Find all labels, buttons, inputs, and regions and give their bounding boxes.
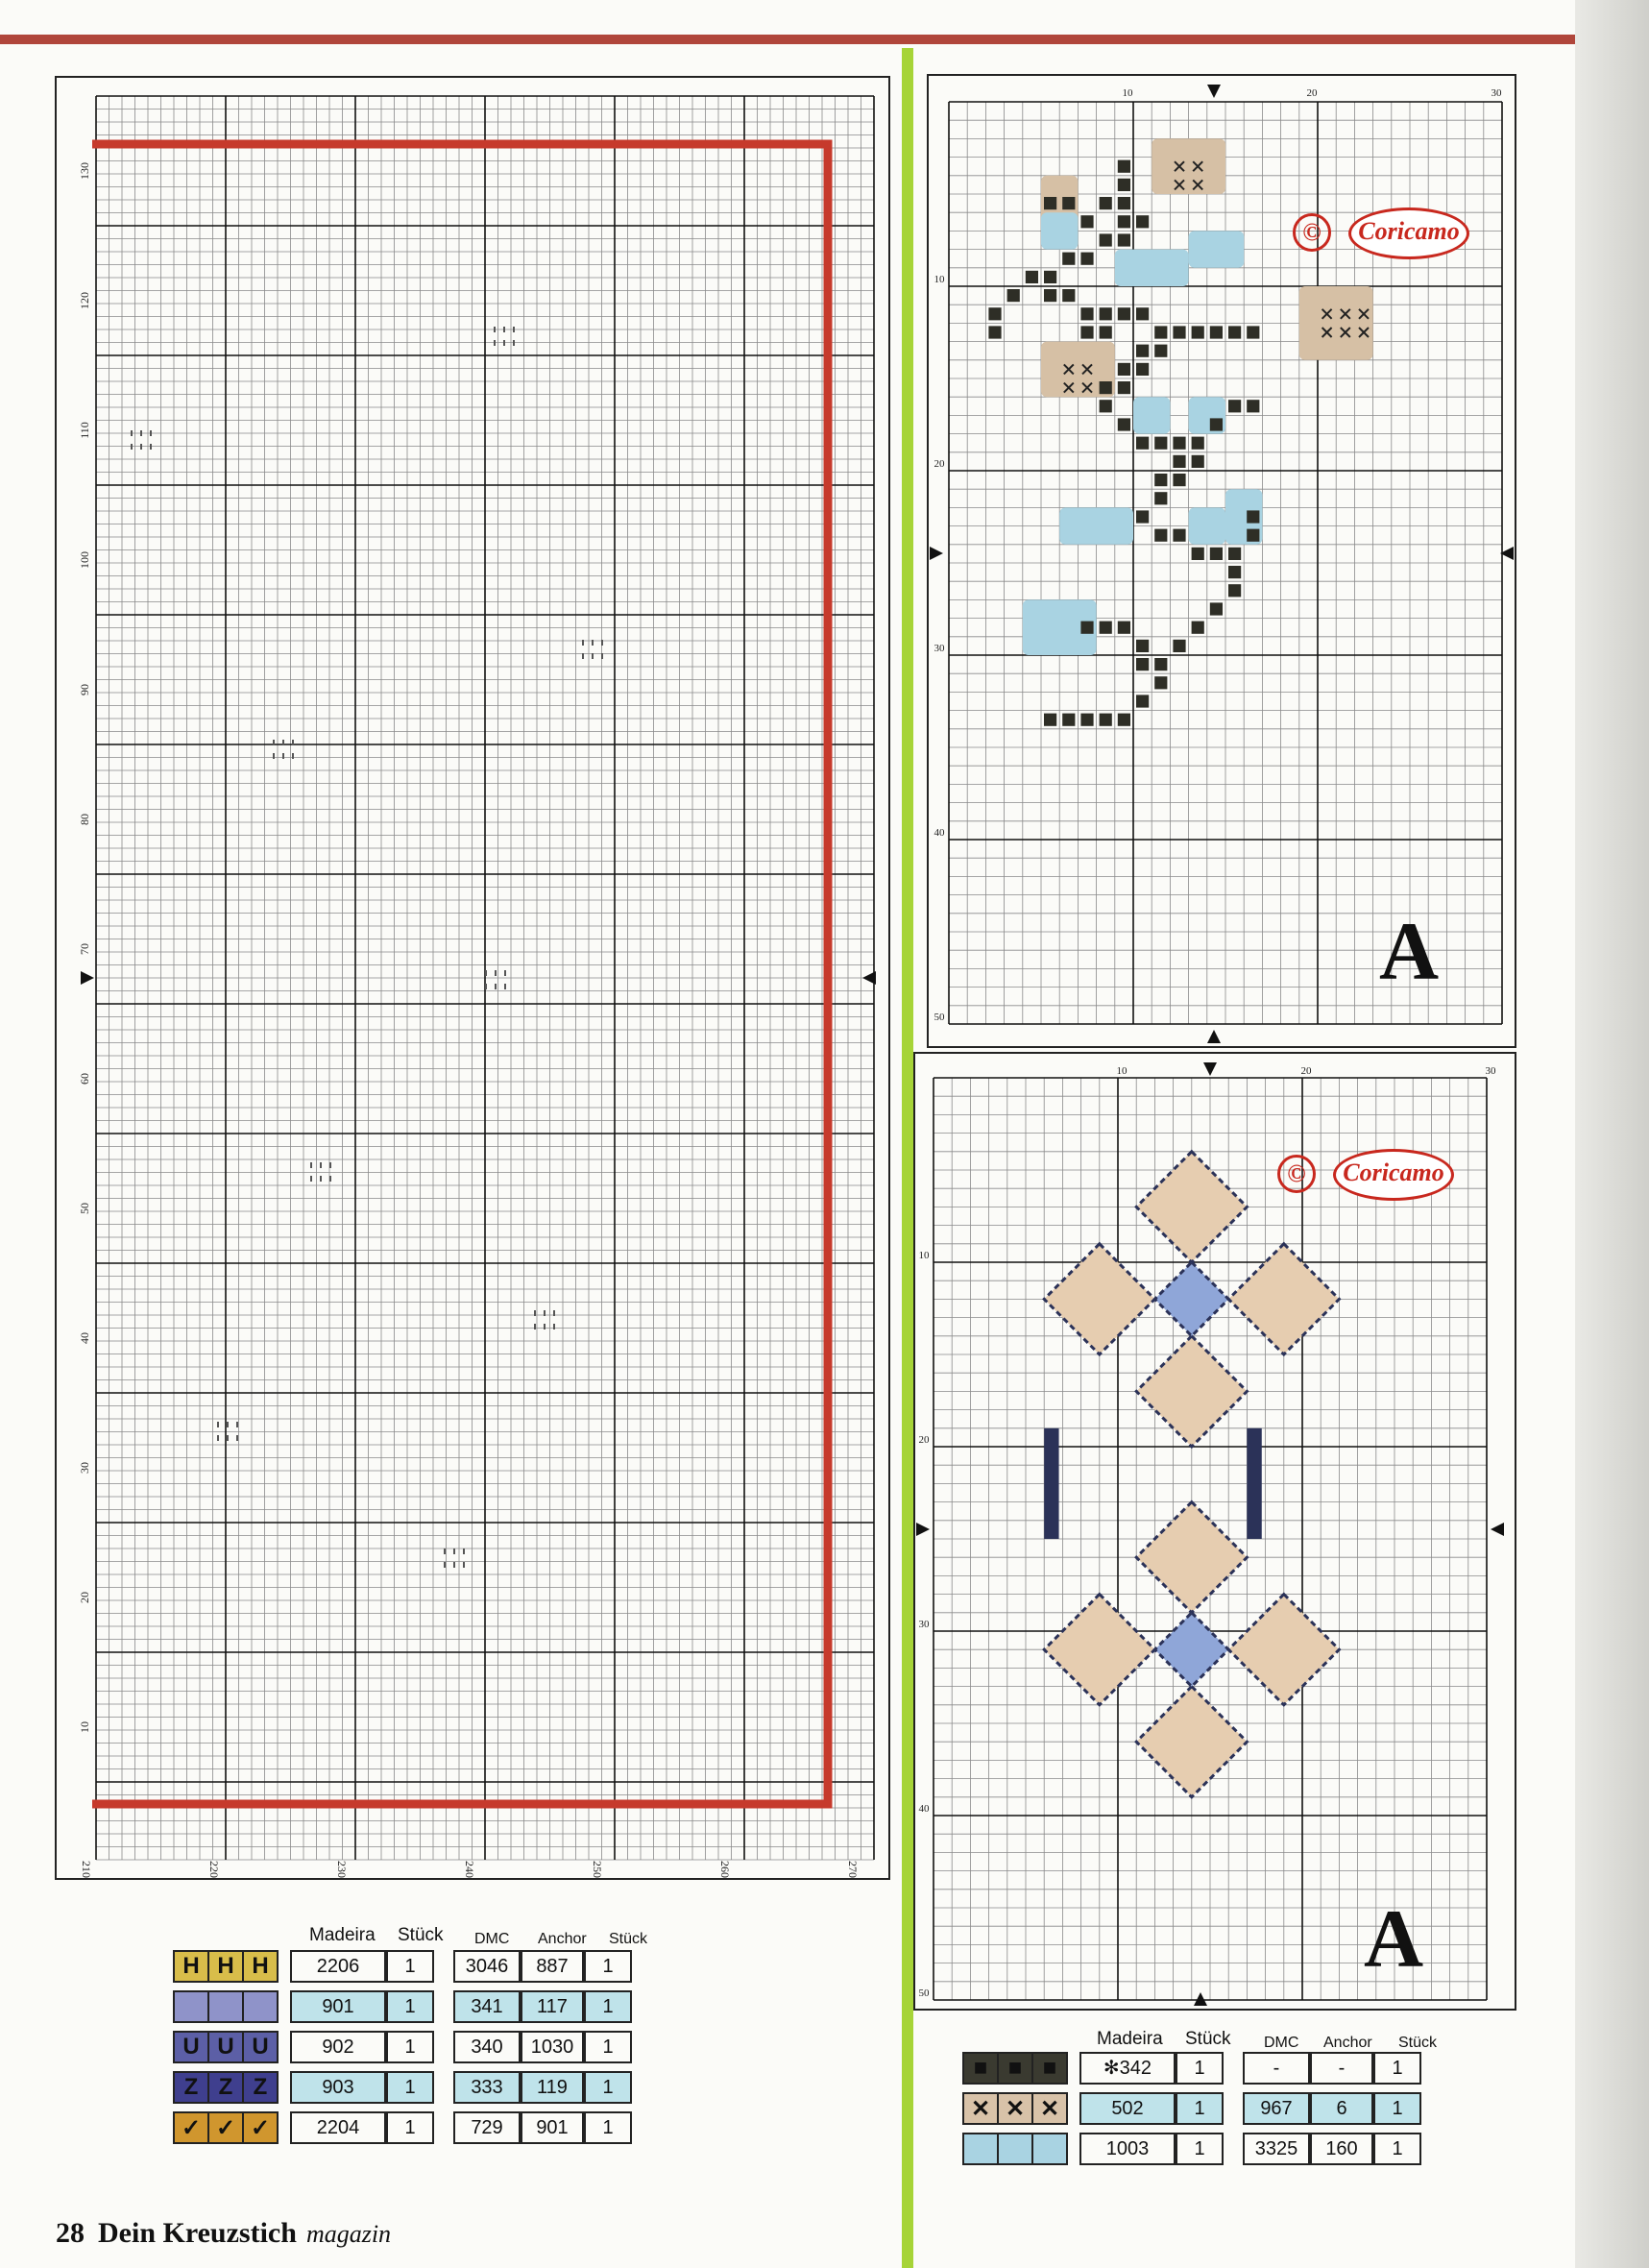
row-number-label: 130 [78,162,91,180]
key-cell-anchor: 887 [521,1950,584,1983]
stem-stitch [988,326,1001,338]
column-number-label: 30 [1491,87,1502,99]
key-cell-anchor: 117 [521,1990,584,2023]
key-header-stueck-2: Stück [609,1931,648,1947]
key-header-madeira: Madeira [309,1925,376,1945]
stem-stitch [1247,510,1259,523]
stem-stitch [1080,714,1093,726]
motif-diamond [1136,1502,1247,1613]
key-symbol-swatch [173,2111,279,2144]
faint-stitch-mark [453,1562,455,1568]
center-marker-arrow [862,971,876,985]
motif-diamond [1136,1687,1247,1797]
faint-stitch-mark [150,430,152,436]
stem-stitch [1173,326,1185,338]
key-cell-dmc: 340 [453,2031,521,2063]
stem-stitch [1228,326,1241,338]
key-cell-madeira: ✻342 [1079,2052,1176,2085]
column-number-label: 250 [591,1861,604,1878]
row-number-label: 20 [78,1592,91,1603]
center-marker-arrow [1491,1523,1504,1536]
stem-stitch [1044,289,1056,302]
key-header-stueck-2: Stück [1398,2035,1438,2051]
column-number-label: 240 [463,1861,476,1878]
logo-brand-text: Coricamo [1333,1149,1454,1201]
stem-stitch [1247,326,1259,338]
faint-stitch-mark [494,340,496,346]
faint-stitch-mark [236,1435,238,1441]
row-number-label: 70 [78,943,91,955]
faint-stitch-mark [320,1176,322,1182]
faint-stitch-mark [273,753,275,759]
center-marker-arrow [1207,85,1221,98]
key-symbol: ✕ [964,2094,999,2123]
row-number-label: 40 [918,1803,930,1815]
faint-stitch-mark [329,1162,331,1168]
stem-stitch [1192,622,1204,634]
key-symbol: ✕ [999,2094,1033,2123]
key-cell-stueck: 1 [386,1950,434,1983]
stem-stitch [1192,437,1204,450]
faint-stitch-mark [217,1422,219,1427]
faint-stitch-mark [444,1549,446,1554]
key-header-stueck: Stück [1185,2029,1231,2049]
stem-stitch [1118,233,1130,246]
row-number-label: 40 [78,1332,91,1344]
stem-stitch [1118,714,1130,726]
row-number-label: 10 [918,1250,930,1261]
key-symbol: ✓ [244,2113,277,2142]
key-symbol-swatch [173,2031,279,2063]
leaf-fill [1059,507,1133,544]
faint-stitch-mark [236,1422,238,1427]
faint-stitch-mark [217,1435,219,1441]
key-header-madeira: Madeira [1097,2029,1163,2049]
key-cell-madeira: 901 [290,1990,386,2023]
stem-stitch [1118,418,1130,430]
row-number-label: 10 [78,1721,91,1733]
faint-stitch-mark [544,1324,546,1329]
page-number: 28 [56,2217,85,2249]
motif-center-diamond [1154,1262,1228,1336]
stem-stitch [1154,492,1167,504]
motif-diamond [1228,1244,1339,1354]
faint-stitch-mark [320,1162,322,1168]
key-cell-madeira: 502 [1079,2092,1176,2125]
row-number-label: 30 [918,1619,930,1630]
key-symbol [999,2134,1033,2163]
key-cell-madeira: 902 [290,2031,386,2063]
key-cell-stueck: 1 [386,2111,434,2144]
key-header-dmc: DMC [1264,2035,1299,2051]
row-number-label: 90 [78,684,91,695]
key-cell-stueck: 1 [1176,2092,1224,2125]
stem-stitch [1173,455,1185,468]
stem-stitch [1044,714,1056,726]
key-cell-dmc: 3046 [453,1950,521,1983]
stem-stitch [1100,714,1112,726]
key-symbol-swatch [962,2092,1068,2125]
key-symbol: U [175,2033,209,2061]
key-symbol: U [209,2033,244,2061]
faint-stitch-mark [485,984,487,989]
key-cell-stueck: 1 [386,2071,434,2104]
key-cell-stueck: 1 [1176,2052,1224,2085]
stem-stitch [1044,197,1056,209]
center-marker-arrow [1194,1992,1207,2006]
vertical-bar-motif [1044,1428,1058,1539]
column-number-label: 30 [1485,1065,1496,1077]
faint-stitch-mark [463,1562,465,1568]
faint-stitch-mark [534,1310,536,1316]
key-symbol: ■ [1033,2054,1066,2083]
key-symbol: H [244,1952,277,1981]
key-cell-anchor: 901 [521,2111,584,2144]
key-cell-stueck: 1 [386,2031,434,2063]
faint-stitch-mark [553,1310,555,1316]
stem-stitch [1136,345,1149,357]
row-number-label: 10 [934,274,945,285]
faint-stitch-mark [453,1549,455,1554]
column-number-label: 270 [846,1861,860,1878]
row-number-label: 80 [78,814,91,825]
key-symbol: H [209,1952,244,1981]
motif-diamond [1044,1244,1154,1354]
stem-stitch [1118,622,1130,634]
faint-stitch-mark [495,984,497,989]
chart-letter-a: A [1379,905,1440,997]
stem-stitch [1136,307,1149,320]
flower-background [1299,286,1373,360]
key-cell-madeira: 2204 [290,2111,386,2144]
stem-stitch [1118,197,1130,209]
row-number-label: 20 [918,1434,930,1446]
key-cell-stueck2: 1 [1373,2133,1421,2165]
key-cell-stueck2: 1 [584,1950,632,1983]
row-number-label: 60 [78,1073,91,1085]
key-cell-stueck2: 1 [1373,2052,1421,2085]
column-number-label: 20 [1306,87,1318,99]
column-number-label: 10 [1122,87,1133,99]
stem-stitch [1228,548,1241,560]
stem-stitch [1192,326,1204,338]
faint-stitch-mark [131,444,133,450]
stem-stitch [1154,658,1167,671]
faint-stitch-mark [504,984,506,989]
key-symbol: Z [244,2073,277,2102]
row-number-label: 100 [78,551,91,569]
key-cell-madeira: 1003 [1079,2133,1176,2165]
stem-stitch [1136,363,1149,376]
key-symbol [1033,2134,1066,2163]
stem-stitch [1154,676,1167,689]
leaf-fill [1189,231,1245,267]
key-symbol: ✓ [175,2113,209,2142]
magazine-suffix: magazin [305,2220,392,2248]
key-cell-anchor: - [1310,2052,1373,2085]
key-cell-anchor: 160 [1310,2133,1373,2165]
faint-stitch-mark [485,970,487,976]
stem-stitch [1154,474,1167,486]
key-symbol [244,1992,277,2021]
stem-stitch [1173,474,1185,486]
key-cell-dmc: 729 [453,2111,521,2144]
stem-stitch [1100,381,1112,394]
faint-stitch-mark [131,430,133,436]
leaf-fill [1041,212,1078,249]
stem-stitch [1080,622,1093,634]
copyright-icon: © [1293,213,1331,252]
stem-stitch [1062,714,1075,726]
key-cell-dmc: 341 [453,1990,521,2023]
center-marker-arrow [1207,1030,1221,1043]
stem-stitch [1154,529,1167,542]
stem-stitch [1100,400,1112,412]
faint-stitch-mark [140,430,142,436]
column-number-label: 10 [1116,1065,1128,1077]
stem-stitch [1173,437,1185,450]
key-symbol: ✓ [209,2113,244,2142]
key-cell-dmc: - [1243,2052,1310,2085]
motif-center-diamond [1154,1613,1228,1687]
key-cell-stueck2: 1 [584,2031,632,2063]
faint-stitch-mark [444,1562,446,1568]
faint-stitch-mark [227,1422,229,1427]
key-header-dmc: DMC [474,1931,510,1947]
key-cell-stueck: 1 [386,1990,434,2023]
faint-stitch-mark [513,327,515,332]
stem-stitch [1228,584,1241,597]
motif-diamond [1044,1595,1154,1705]
key-symbol: H [175,1952,209,1981]
stem-stitch [1210,326,1223,338]
key-symbol-swatch [962,2133,1068,2165]
magazine-title: Dein Kreuzstich [98,2217,297,2249]
key-cell-stueck2: 1 [584,2111,632,2144]
stem-stitch [1173,529,1185,542]
stem-stitch [1118,179,1130,191]
faint-stitch-mark [494,327,496,332]
leaf-fill [1115,250,1189,286]
faint-stitch-mark [503,340,505,346]
stem-stitch [1210,548,1223,560]
column-number-label: 20 [1300,1065,1312,1077]
faint-stitch-mark [601,653,603,659]
stem-stitch [1118,160,1130,173]
key-symbol: ■ [964,2054,999,2083]
key-symbol-swatch [173,1950,279,1983]
stem-stitch [1136,215,1149,228]
stem-stitch [1192,548,1204,560]
column-number-label: 260 [718,1861,732,1878]
faint-stitch-mark [292,753,294,759]
key-cell-dmc: 967 [1243,2092,1310,2125]
faint-stitch-mark [463,1549,465,1554]
vertical-bar-motif [1247,1428,1261,1539]
stem-stitch [1154,437,1167,450]
key-cell-anchor: 1030 [521,2031,584,2063]
key-cell-anchor: 119 [521,2071,584,2104]
motif-diamond [1136,1336,1247,1447]
stem-stitch [1136,658,1149,671]
stem-stitch [1080,307,1093,320]
left-chart-grid [96,96,874,1860]
key-cell-stueck2: 1 [584,2071,632,2104]
key-symbol [964,2134,999,2163]
row-number-label: 30 [78,1462,91,1474]
faint-stitch-mark [140,444,142,450]
stem-stitch [1247,400,1259,412]
faint-stitch-mark [273,740,275,745]
stem-stitch [1118,363,1130,376]
stem-stitch [1210,602,1223,615]
stem-stitch [1136,510,1149,523]
faint-stitch-mark [292,740,294,745]
row-number-label: 40 [934,827,945,839]
column-number-label: 210 [80,1861,93,1878]
faint-stitch-mark [503,327,505,332]
column-number-label: 220 [207,1861,221,1878]
stem-stitch [1173,640,1185,652]
faint-stitch-mark [150,444,152,450]
key-cell-anchor: 6 [1310,2092,1373,2125]
row-number-label: 50 [918,1988,930,1999]
key-cell-stueck: 1 [1176,2133,1224,2165]
key-header-anchor: Anchor [1323,2035,1372,2051]
stem-stitch [1062,289,1075,302]
key-symbol-swatch [173,1990,279,2023]
key-header-anchor: Anchor [538,1931,587,1947]
key-symbol [209,1992,244,2021]
key-cell-madeira: 2206 [290,1950,386,1983]
stem-stitch [1210,418,1223,430]
faint-stitch-mark [282,753,284,759]
faint-stitch-mark [592,653,594,659]
key-cell-dmc: 333 [453,2071,521,2104]
center-marker-arrow [1203,1062,1217,1076]
key-cell-madeira: 903 [290,2071,386,2104]
key-symbol-swatch [173,2071,279,2104]
motif-diamond [1228,1595,1339,1705]
faint-stitch-mark [504,970,506,976]
faint-stitch-mark [544,1310,546,1316]
faint-stitch-mark [310,1176,312,1182]
center-marker-arrow [916,1523,930,1536]
stem-stitch [1044,271,1056,283]
stem-stitch [1228,566,1241,578]
key-cell-dmc: 3325 [1243,2133,1310,2165]
key-symbol [175,1992,209,2021]
logo-brand-text: Coricamo [1348,207,1469,259]
key-cell-stueck2: 1 [584,1990,632,2023]
leaf-fill [1133,397,1170,433]
faint-stitch-mark [310,1162,312,1168]
row-number-label: 110 [78,422,91,439]
row-number-label: 50 [78,1203,91,1214]
motif-diamond [1136,1152,1247,1262]
page-footer [56,2217,391,2250]
stem-stitch [1192,455,1204,468]
stem-stitch [1062,197,1075,209]
row-number-label: 30 [934,643,945,654]
faint-stitch-mark [582,653,584,659]
stem-stitch [1136,695,1149,707]
key-header-stueck: Stück [398,1925,444,1945]
stem-stitch [1118,215,1130,228]
key-symbol: Z [175,2073,209,2102]
faint-stitch-mark [329,1176,331,1182]
faint-stitch-mark [513,340,515,346]
stem-stitch [1080,253,1093,265]
column-number-label: 230 [335,1861,349,1878]
center-marker-arrow [81,971,94,985]
faint-stitch-mark [534,1324,536,1329]
faint-stitch-mark [282,740,284,745]
row-number-label: 50 [934,1012,945,1023]
stem-stitch [1118,307,1130,320]
stem-stitch [1136,640,1149,652]
stem-stitch [1228,400,1241,412]
chart-letter-a: A [1364,1892,1424,1985]
faint-stitch-mark [601,640,603,646]
stem-stitch [1100,233,1112,246]
stem-stitch [1100,622,1112,634]
stem-stitch [1062,253,1075,265]
stem-stitch [1100,307,1112,320]
key-symbol-swatch [962,2052,1068,2085]
row-number-label: 20 [934,458,945,470]
key-symbol: ■ [999,2054,1033,2083]
flower-background [1152,138,1225,194]
stem-stitch [1080,326,1093,338]
stem-stitch [1100,197,1112,209]
red-border-line [92,144,828,1804]
key-symbol: U [244,2033,277,2061]
stem-stitch [988,307,1001,320]
faint-stitch-mark [553,1324,555,1329]
key-symbol: Z [209,2073,244,2102]
stem-stitch [1007,289,1020,302]
key-symbol: ✕ [1033,2094,1066,2123]
stem-stitch [1080,215,1093,228]
faint-stitch-mark [592,640,594,646]
key-cell-stueck2: 1 [1373,2092,1421,2125]
center-marker-arrow [930,547,943,560]
stem-stitch [1026,271,1038,283]
stem-stitch [1118,381,1130,394]
copyright-icon: © [1277,1155,1316,1193]
row-number-label: 120 [78,292,91,309]
faint-stitch-mark [495,970,497,976]
stem-stitch [1100,326,1112,338]
leaf-fill [1189,507,1225,544]
faint-stitch-mark [582,640,584,646]
stem-stitch [1154,326,1167,338]
faint-stitch-mark [227,1435,229,1441]
stem-stitch [1247,529,1259,542]
stem-stitch [1154,345,1167,357]
stem-stitch [1136,437,1149,450]
